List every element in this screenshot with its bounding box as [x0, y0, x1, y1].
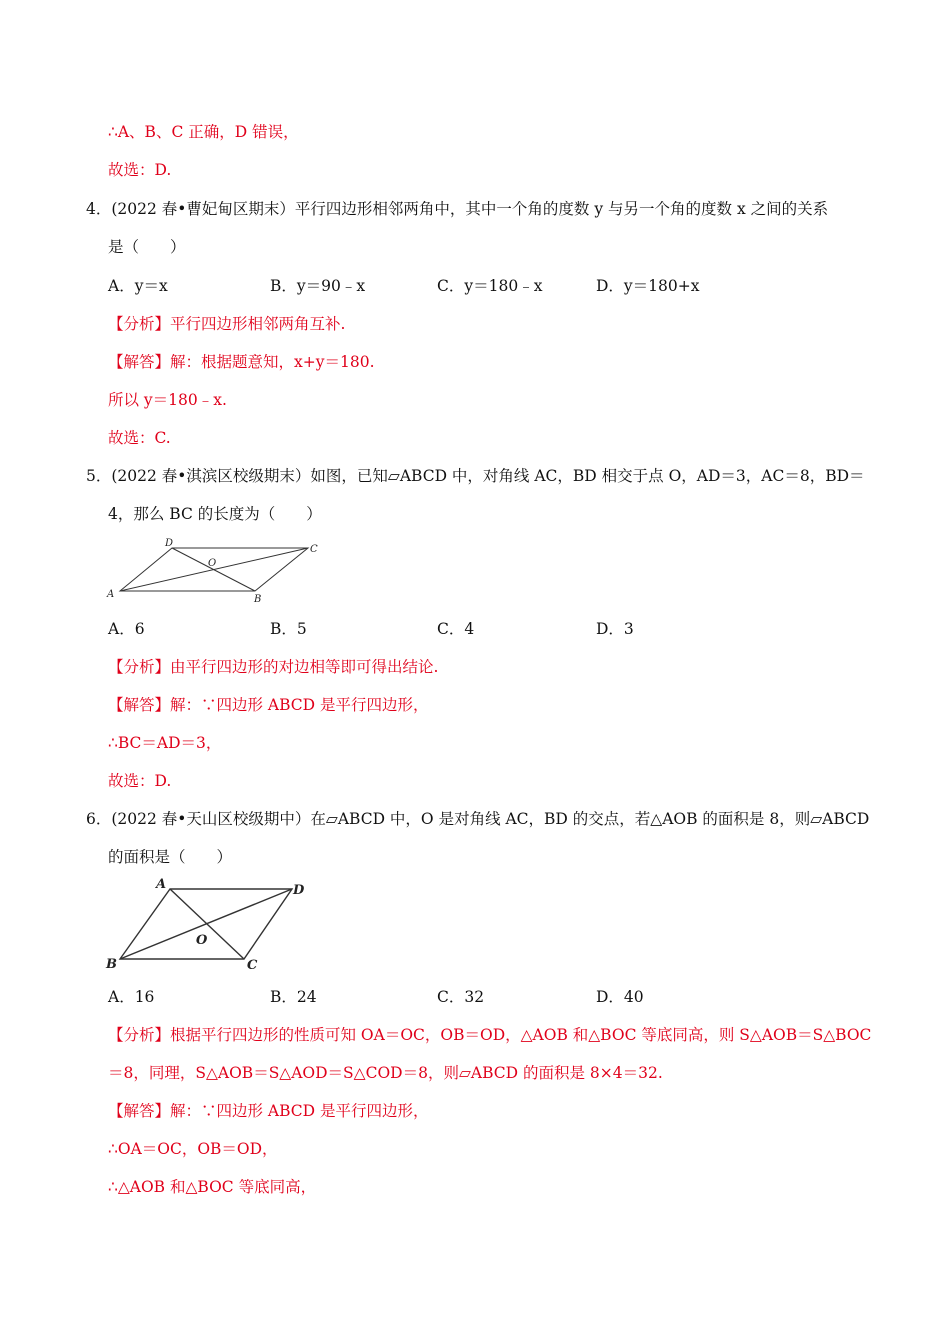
- fig6-label-c: C: [247, 958, 258, 973]
- fig5-label-a: A: [107, 589, 115, 600]
- question-6-option-a: A．16: [108, 988, 155, 1006]
- question-6-stem: 6．(2022 春•天山区校级期中）在▱ABCD 中，O 是对角线 AC，BD 的交点，若△AOB 的面积是 8，则▱ABCD: [86, 810, 870, 828]
- question-5-solution: 【解答】解：∵四边形 ABCD 是平行四边形，: [108, 696, 429, 714]
- question-6-solution-step-1: ∴OA＝OC，OB＝OD，: [108, 1140, 278, 1158]
- question-5-figure: [104, 536, 328, 606]
- answer-conclusion: ∴A、B、C 正确，D 错误，: [108, 123, 299, 141]
- question-4-stem: 4．(2022 春•曹妃甸区期末）平行四边形相邻两角中，其中一个角的度数 y 与另一个角的度数 x 之间的关系: [86, 200, 829, 218]
- question-6-solution: 【解答】解：∵四边形 ABCD 是平行四边形，: [108, 1102, 429, 1120]
- question-5-option-d: D．3: [596, 620, 634, 638]
- question-4-option-b: B．y＝90﹣x: [270, 277, 366, 295]
- question-6-stem-cont: 的面积是（ ）: [108, 848, 233, 866]
- fig6-label-d: D: [293, 883, 305, 898]
- fig6-label-o: O: [196, 933, 208, 948]
- question-6-option-c: C．32: [437, 988, 485, 1006]
- fig6-label-a: A: [156, 877, 167, 892]
- question-4-option-a: A．y＝x: [108, 277, 168, 295]
- question-4-option-c: C．y＝180﹣x: [437, 277, 543, 295]
- fig6-label-b: B: [106, 957, 117, 972]
- fig5-label-c: C: [310, 544, 318, 555]
- fig5-label-b: B: [254, 594, 262, 605]
- question-4-solution-step: 所以 y＝180﹣x.: [108, 391, 227, 409]
- question-5-option-b: B．5: [270, 620, 307, 638]
- question-5-option-a: A．6: [108, 620, 145, 638]
- question-5-stem: 5．(2022 春•淇滨区校级期末）如图，已知▱ABCD 中，对角线 AC，BD 相交于点 O，AD＝3，AC＝8，BD＝: [86, 467, 865, 485]
- question-5-option-c: C．4: [437, 620, 475, 638]
- question-6-option-d: D．40: [596, 988, 644, 1006]
- fig5-label-o: O: [208, 558, 217, 569]
- question-4-solution: 【解答】解：根据题意知，x+y＝180.: [108, 353, 375, 371]
- question-4-option-d: D．y＝180+x: [596, 277, 700, 295]
- question-4-answer: 故选：C.: [108, 429, 171, 447]
- answer-choice: 故选：D.: [108, 161, 172, 179]
- question-4-analysis: 【分析】平行四边形相邻两角互补.: [108, 315, 346, 333]
- question-6-option-b: B．24: [270, 988, 317, 1006]
- question-6-analysis: 【分析】根据平行四边形的性质可知 OA＝OC，OB＝OD，△AOB 和△BOC 等底同高，则 S△AOB＝S△BOC: [108, 1026, 872, 1044]
- question-5-analysis: 【分析】由平行四边形的对边相等即可得出结论.: [108, 658, 439, 676]
- fig5-label-d: D: [165, 538, 174, 549]
- question-6-figure: [104, 876, 310, 974]
- question-6-solution-step-2: ∴△AOB 和△BOC 等底同高，: [108, 1178, 317, 1196]
- question-6-analysis-cont: ＝8，同理，S△AOB＝S△AOD＝S△COD＝8，则▱ABCD 的面积是 8×4＝32.: [108, 1064, 663, 1082]
- question-5-stem-cont: 4，那么 BC 的长度为（ ）: [108, 505, 322, 523]
- question-5-solution-step: ∴BC＝AD＝3，: [108, 734, 222, 752]
- question-5-answer: 故选：D.: [108, 772, 172, 790]
- question-4-stem-cont: 是（ ）: [108, 238, 186, 256]
